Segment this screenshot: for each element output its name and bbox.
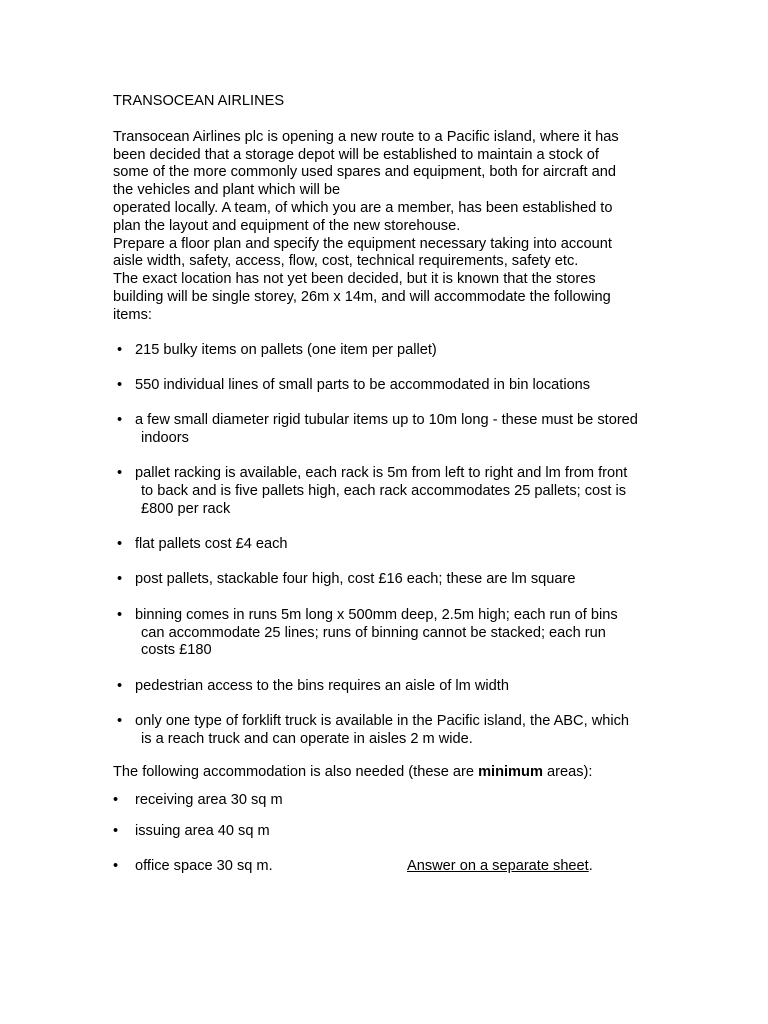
requirement-line: 550 individual lines of small parts to be accommodated in bin locations (135, 376, 591, 393)
accommodation-label: receiving area 30 sq m (135, 791, 283, 808)
bullet-icon: • (117, 465, 123, 482)
accommodation-intro-emphasis: minimum (478, 764, 543, 781)
accommodation-list (113, 792, 673, 876)
bullet-icon: • (117, 412, 123, 429)
intro-line: The exact location has not yet been decided, but it is known that the stores (113, 271, 596, 288)
bullet-icon: • (117, 677, 123, 694)
requirement-item (113, 412, 673, 448)
requirement-item (113, 536, 673, 554)
accommodation-intro-text: The following accommodation is also needed (these are (113, 764, 479, 781)
requirement-item (113, 713, 673, 749)
bullet-icon: • (117, 606, 123, 623)
intro-line: building will be single storey, 26m x 14m, and will accommodate the following (113, 288, 611, 305)
document-title: TRANSOCEAN AIRLINES (113, 93, 285, 109)
requirements-list (113, 342, 673, 749)
accommodation-item (113, 823, 673, 841)
accommodation-intro (113, 764, 673, 782)
requirement-line: binning comes in runs 5m long x 500mm deep, 2.5m high; each run of bins (135, 606, 618, 623)
requirement-item (113, 465, 673, 518)
requirement-line: only one type of forklift truck is available in the Pacific island, the ABC, which (135, 712, 629, 729)
intro-line: the vehicles and plant which will be (113, 182, 341, 199)
intro-line: Transocean Airlines plc is opening a new route to a Pacific island, where it has (113, 128, 619, 145)
requirement-line: a few small diameter rigid tubular items up to 10m long - these must be stored (135, 412, 638, 429)
requirement-line: indoors (141, 429, 189, 446)
bullet-icon: • (117, 341, 123, 358)
intro-paragraph (113, 129, 673, 325)
intro-line: items: (113, 306, 152, 323)
bullet-icon: • (117, 376, 123, 393)
requirement-line: costs £180 (141, 642, 212, 659)
requirement-line: pedestrian access to the bins requires an aisle of lm width (135, 677, 509, 694)
requirement-line: to back and is five pallets high, each rack accommodates 25 pallets; cost is (141, 483, 627, 500)
intro-line: operated locally. A team, of which you are a member, has been established to (113, 199, 613, 216)
bullet-icon: • (113, 791, 119, 808)
bullet-icon: • (117, 712, 123, 729)
intro-line: aisle width, safety, access, flow, cost, technical requirements, safety etc. (113, 253, 579, 270)
bullet-icon: • (113, 822, 119, 839)
requirement-line: post pallets, stackable four high, cost £16 each; these are lm square (135, 571, 576, 588)
bullet-icon: • (117, 571, 123, 588)
answer-instruction (407, 858, 593, 876)
requirement-item (113, 571, 673, 589)
accommodation-label: office space 30 sq m. (135, 858, 273, 875)
accommodation-item (113, 858, 673, 876)
requirement-item (113, 342, 673, 360)
requirement-line: 215 bulky items on pallets (one item per pallet) (135, 341, 437, 358)
accommodation-item (113, 792, 673, 810)
intro-line: plan the layout and equipment of the new storehouse. (113, 217, 461, 234)
requirement-line: £800 per rack (141, 500, 231, 517)
answer-instruction-period: . (588, 858, 593, 875)
requirement-line: is a reach truck and can operate in aisles 2 m wide. (141, 730, 473, 747)
intro-line: been decided that a storage depot will be established to maintain a stock of (113, 146, 599, 163)
intro-line: some of the more commonly used spares and equipment, both for aircraft and (113, 164, 616, 181)
accommodation-intro-text: areas): (542, 764, 593, 781)
accommodation-label: issuing area 40 sq m (135, 822, 270, 839)
requirement-item (113, 377, 673, 395)
requirement-line: can accommodate 25 lines; runs of binning cannot be stacked; each run (141, 624, 606, 641)
requirement-item (113, 607, 673, 660)
intro-line: Prepare a floor plan and specify the equipment necessary taking into account (113, 235, 612, 252)
document-page (113, 93, 673, 876)
requirement-item (113, 678, 673, 696)
bullet-icon: • (117, 536, 123, 553)
answer-instruction-text: Answer on a separate sheet (407, 858, 589, 875)
requirement-line: flat pallets cost £4 each (135, 536, 288, 553)
bullet-icon: • (113, 858, 119, 875)
requirement-line: pallet racking is available, each rack is 5m from left to right and lm from front (135, 465, 628, 482)
